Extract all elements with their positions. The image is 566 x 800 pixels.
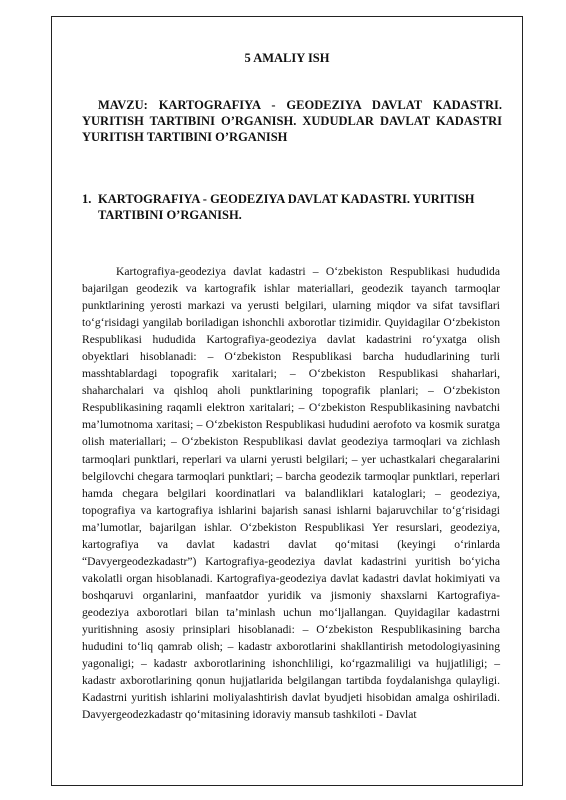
section-title: KARTOGRAFIYA - GEODEZIYA DAVLAT KADASTRI. YURITISH TARTIBINI O’RGANISH.: [98, 192, 475, 222]
lesson-title: 5 AMALIY ISH: [244, 51, 330, 65]
document-page: [51, 16, 523, 786]
section-heading: [82, 191, 498, 223]
body-paragraph: Kartografiya-geodeziya davlat kadastri – O‘zbekiston Respublikasi hududida bajarilgan geodezik va kartografik ishlar materiallari, geodezik tayanch tarmoqlar punktlarining yerosti markazi va yerusti belgilari, ularning miqdor va sifat tavsiflari to‘g‘risidagi yangilab boriladigan ishonchli axborotlar tizimidir. Quyidagilar O‘zbekiston Respublikasi hududida Kartografiya-geodeziya davlat kadastrini ro‘yxatga olish obyektlari hisoblanadi: – O‘zbekiston Respublikasi barcha hududlarining turli masshtablardagi topografik xaritalari; – O‘zbekiston Respublikasi shaharlari, shaharchalari va qishloq aholi punktlarining topografik planlari; – O‘zbekiston Respublikasining raqamli elektron xaritalari; – O‘zbekiston Respublikasining navbatchi ma’lumotnoma xaritasi; – O‘zbekiston Respublikasi hududini aerofoto va kosmik suratga olish materiallari; – O‘zbekiston Respublikasi davlat geodeziya tarmoqlari va zichlash tarmoqlari punktlari, reperlari va ularni yerusti belgilari; – yer uchastkalari chegaralarini belgilovchi chegara tarmoqlari punktlari; – barcha geodezik tarmoqlar punktlari, reperlari hamda chegara belgilari koordinatlari va balandliklari kataloglari; – geodeziya, topografiya va kartografiya ishlarini bajarish sanasi ishlarni bajaruvchilar to‘g‘risidagi ma’lumotlar, bajarilgan ishlar. O‘zbekiston Respublikasi Yer resurslari, geodeziya, kartografiya va davlat kadastri davlat qo‘mitasi (keyingi o‘rinlarda “Davyergeodezkadastr”) Kartografiya-geodeziya davlat kadastrini yuritish bo‘yicha vakolatli organ hisoblanadi. Kartografiya-geodeziya davlat kadastri davlat hokimiyati va boshqaruvi organlarini, manfaatdor yuridik va jismoniy shaxslarni Kartografiya-geodeziya axborotlari bilan ta’minlash uchun mo‘ljallangan. Quyidagilar kadastrni yuritishning asosiy prinsiplari hisoblanadi: – O‘zbekiston Respublikasining barcha hududini to‘liq qamrab olish; – kadastr axborotlarini shakllantirish metodologiyasining yagonaligi; – kadastr axborotlarining ishonchliligi, ko‘rgazmaliligi va hujjatliligi; – kadastr axborotlarining qonun hujjatlarida belgilangan tartibda foydalanishga qulayligi. Kadastrni yuritish ishlarini moliyalashtirish davlat byudjeti hisobidan amalga oshiriladi. Davyergeodezkadastr qo‘mitasining idoraviy mansub tashkiloti - Davlat: [82, 265, 500, 722]
section-number: 1.: [82, 192, 92, 206]
topic-heading: MAVZU: KARTOGRAFIYA - GEODEZIYA DAVLAT KADASTRI. YURITISH TARTIBINI O’RGANISH. XUDUDLAR DAVLAT KADASTRI YURITISH TARTIBINI O’RGANISH: [82, 98, 502, 144]
